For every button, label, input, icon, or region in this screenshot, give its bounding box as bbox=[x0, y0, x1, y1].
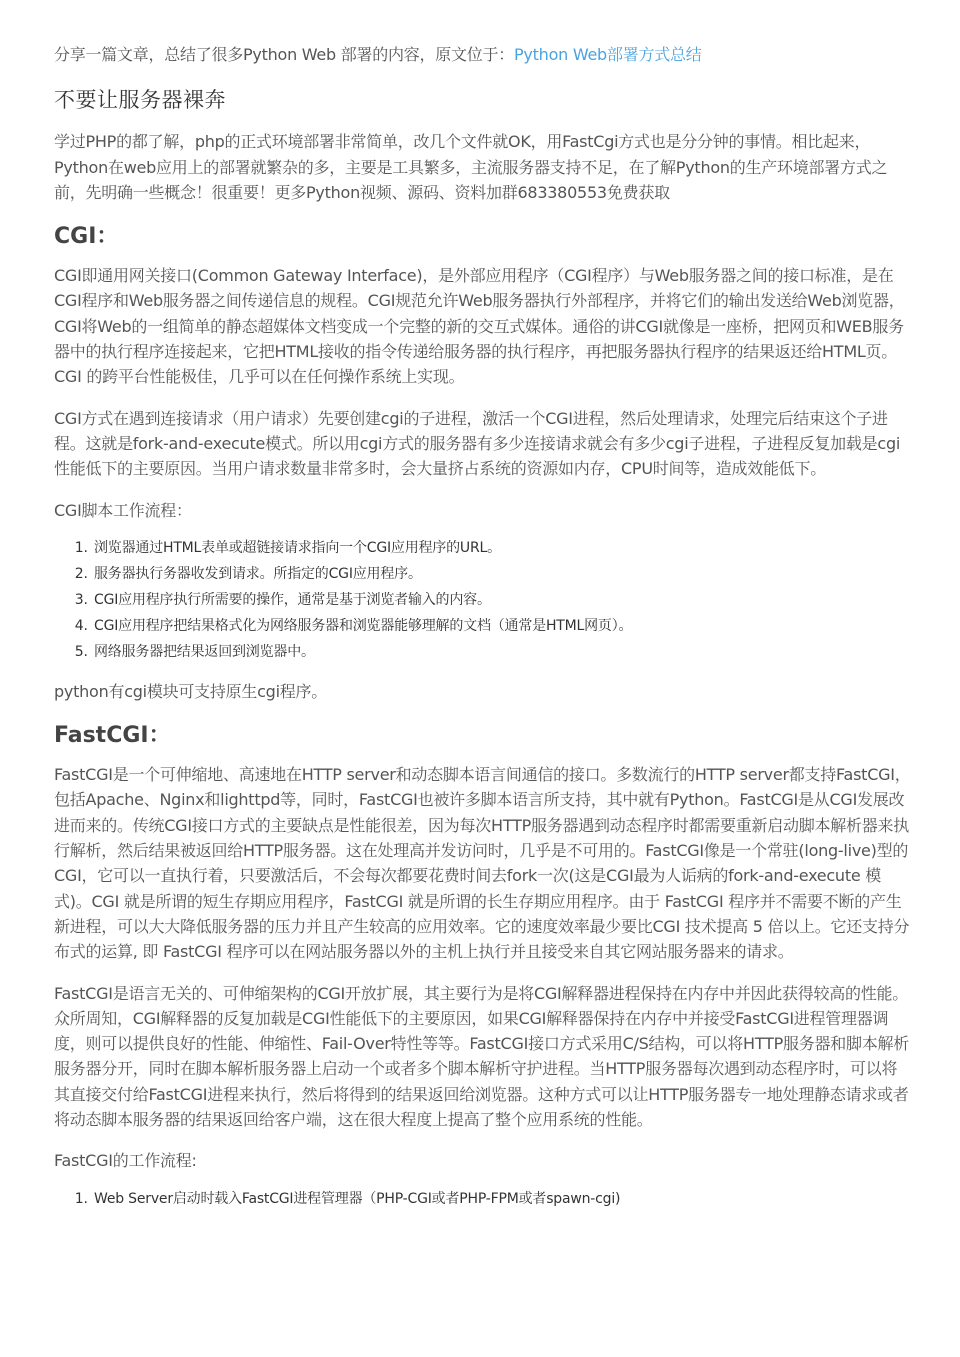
cgi-flow-title: CGI脚本工作流程： bbox=[54, 500, 192, 520]
fastcgi-steps-list bbox=[54, 1186, 912, 1212]
cgi-paragraph-2: CGI方式在遇到连接请求（用户请求）先要创建cgi的子进程，激活一个CGI进程，然后处理请求，处理完后结束这个子进程。这就是fork-and-execute模式。所以用cgi方式的服务器有多少连接请求就会有多少cgi子进程，子进程反复加载是cgi性能低下的主要原因。当用户请求数量非常多时，会大量挤占系统的资源如内存，CPU时间等，造成效能低下。 bbox=[54, 408, 901, 479]
intro-text: 分享一篇文章，总结了很多Python Web 部署的内容，原文位于： bbox=[54, 45, 515, 64]
source-article-link[interactable]: Python Web部署方式总结 bbox=[514, 45, 702, 64]
list-item: 4. CGI应用程序把结果格式化为网络服务器和浏览器能够理解的文档（通常是HTML网页）。 bbox=[92, 613, 912, 639]
intro-line bbox=[54, 42, 912, 67]
article bbox=[54, 42, 912, 1226]
fastcgi-paragraph-1: FastCGI是一个可伸缩地、高速地在HTTP server和动态脚本语言间通信的接口。多数流行的HTTP server都支持FastCGI，包括Apache、Nginx和lighttpd等，同时，FastCGI也被许多脚本语言所支持，其中就有Python。FastCGI是从CGI发展改进而来的。传统CGI接口方式的主要缺点是性能很差，因为每次HTTP服务器遇到动态程序时都需要重新启动脚本解析器来执行解析，然后结果被返回给HTTP服务器。这在处理高并发访问时，几乎是不可用的。FastCGI像是一个常驻(long-live)型的CGI，它可以一直执行着，只要激活后，不会每次都要花费时间去fork一次(这是CGI最为人诟病的fork-and-execute 模式)。CGI 就是所谓的短生存期应用程序，FastCGI 就是所谓的长生存期应用程序。由于 FastCGI 程序并不需要不断的产生新进程，可以大大降低服务器的压力并且产生较高的应用效率。它的速度效率最少要比CGI 技术提高 5 倍以上。它还支持分布式的运算, 即 FastCGI 程序可以在网站服务器以外的主机上执行并且接受来自其它网站服务器来的请求。 bbox=[54, 765, 911, 962]
server-intro-paragraph: 学过PHP的都了解，php的正式环境部署非常简单，改几个文件就OK，用FastCgi方式也是分分钟的事情。相比起来，Python在web应用上的部署就繁杂的多，主要是工具繁多，主流服务器支持不足，在了解Python的生产环境部署方式之前，先明确一些概念！很重要！更多Python视频、源码、资料加群683380553免费获取 bbox=[54, 132, 888, 202]
list-item: 1. 浏览器通过HTML表单或超链接请求指向一个CGI应用程序的URL。 bbox=[92, 535, 912, 561]
section-heading-server: 不要让服务器裸奔 bbox=[54, 88, 226, 113]
cgi-paragraph-1: CGI即通用网关接口(Common Gateway Interface)，是外部应用程序（CGI程序）与Web服务器之间的接口标准，是在CGI程序和Web服务器之间传递信息的规程。CGI规范允许Web服务器执行外部程序，并将它们的输出发送给Web浏览器，CGI将Web的一组简单的静态超媒体文档变成一个完整的新的交互式媒体。通俗的讲CGI就像是一座桥，把网页和WEB服务器中的执行程序连接起来，它把HTML接收的指令传递给服务器的执行程序，再把服务器执行程序的结果返还给HTML页。CGI 的跨平台性能极佳，几乎可以在任何操作系统上实现。 bbox=[54, 266, 905, 387]
fastcgi-heading: FastCGI： bbox=[54, 723, 171, 749]
python-cgi-note: python有cgi模块可支持原生cgi程序。 bbox=[54, 681, 328, 701]
fastcgi-paragraph-2: FastCGI是语言无关的、可伸缩架构的CGI开放扩展，其主要行为是将CGI解释器进程保持在内存中并因此获得较高的性能。众所周知，CGI解释器的反复加载是CGI性能低下的主要原因，如果CGI解释器保持在内存中并接受FastCGI进程管理器调度，则可以提供良好的性能、伸缩性、Fail-Over特性等等。FastCGI接口方式采用C/S结构，可以将HTTP服务器和脚本解析服务器分开，同时在脚本解析服务器上启动一个或者多个脚本解析守护进程。当HTTP服务器每次遇到动态程序时，可以将其直接交付给FastCGI进程来执行，然后将得到的结果返回给浏览器。这种方式可以让HTTP服务器专一地处理静态请求或者将动态脚本服务器的结果返回给客户端，这在很大程度上提高了整个应用系统的性能。 bbox=[54, 983, 909, 1130]
cgi-steps-list bbox=[54, 535, 912, 665]
list-item: 1. Web Server启动时载入FastCGI进程管理器（PHP-CGI或者PHP-FPM或者spawn-cgi) bbox=[92, 1186, 912, 1212]
list-item: 5. 网络服务器把结果返回到浏览器中。 bbox=[92, 639, 912, 665]
list-item: 3. CGI应用程序执行所需要的操作，通常是基于浏览者输入的内容。 bbox=[92, 587, 912, 613]
fastcgi-flow-title: FastCGI的工作流程: bbox=[54, 1151, 197, 1171]
list-item: 2. 服务器执行务器收发到请求。所指定的CGI应用程序。 bbox=[92, 561, 912, 587]
cgi-heading: CGI： bbox=[54, 224, 119, 250]
